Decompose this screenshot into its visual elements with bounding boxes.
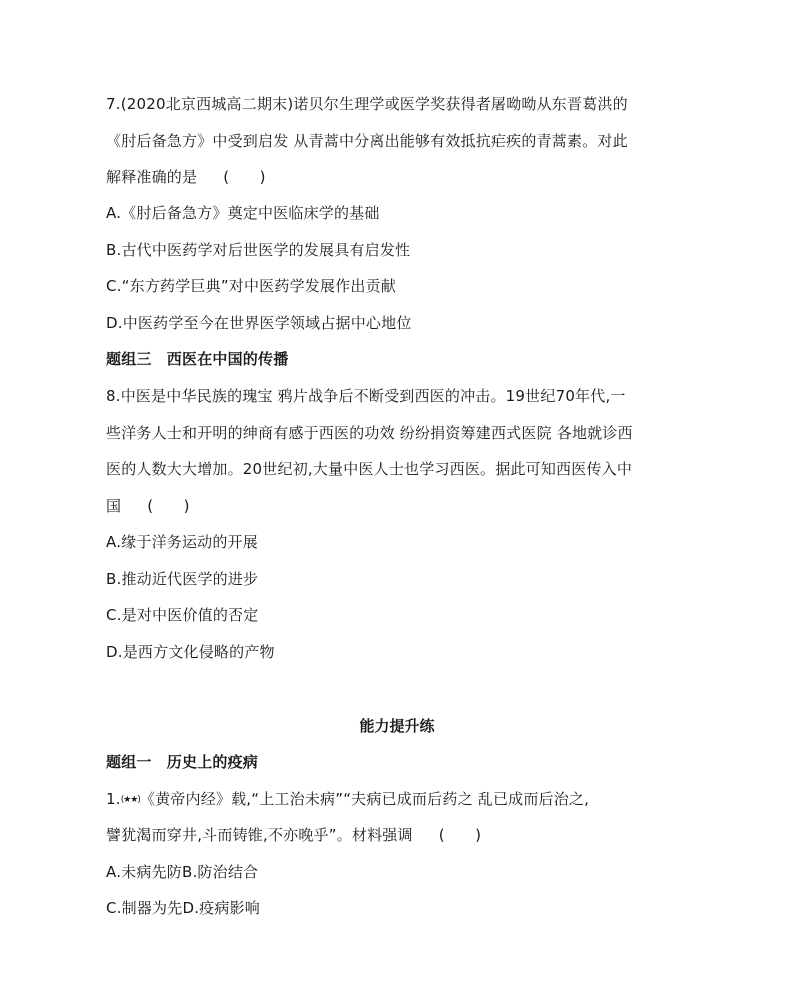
difficulty-stars: (★★) bbox=[120, 795, 140, 805]
q7-option-c: C.“东方药学巨典”对中医药学发展作出贡献 bbox=[106, 277, 396, 295]
q8-stem-text: 国 bbox=[106, 497, 122, 515]
q7-answer-blank: ( ) bbox=[223, 168, 266, 186]
group3-heading: 题组三 西医在中国的传播 bbox=[106, 350, 289, 368]
q1-options-row-1: A.未病先防B.防治结合 bbox=[106, 863, 259, 881]
q7-stem-line-2: 《肘后备急方》中受到启发 从青蒿中分离出能够有效抵抗疟疾的青蒿素。对此 bbox=[106, 132, 628, 150]
q8-stem-line-4 bbox=[106, 496, 190, 516]
q8-option-b: B.推动近代医学的进步 bbox=[106, 570, 259, 588]
q1-stem-line-2 bbox=[106, 825, 481, 845]
q1-stem-text-1: 《黄帝内经》载,“上工治未病”“夫病已成而后药之 乱已成而后治之, bbox=[139, 790, 590, 808]
q1-options-row-2: C.制器为先D.疫病影响 bbox=[106, 899, 260, 917]
q8-stem-line-1: 8.中医是中华民族的瑰宝 鸦片战争后不断受到西医的冲击。19世纪70年代,一 bbox=[106, 387, 626, 405]
q8-answer-blank: ( ) bbox=[147, 497, 190, 515]
q8-stem-line-3: 医的人数大大增加。20世纪初,大量中医人士也学习西医。据此可知西医传入中 bbox=[106, 460, 633, 478]
q1-stem-text-2: 譬犹渴而穿井,斗而铸锥,不亦晚乎”。材料强调 bbox=[106, 826, 413, 844]
q8-stem-line-2: 些洋务人士和开明的绅商有感于西医的功效 纷纷捐资筹建西式医院 各地就诊西 bbox=[106, 424, 633, 442]
q8-option-a: A.缘于洋务运动的开展 bbox=[106, 533, 258, 551]
q7-option-b: B.古代中医药学对后世医学的发展具有启发性 bbox=[106, 241, 411, 259]
q7-option-a: A.《肘后备急方》奠定中医临床学的基础 bbox=[106, 204, 380, 222]
section-heading: 能力提升练 bbox=[359, 717, 435, 735]
group1-heading: 题组一 历史上的疫病 bbox=[106, 753, 259, 771]
q7-stem-line-3 bbox=[106, 167, 266, 187]
q7-stem-text: 解释准确的是 bbox=[106, 168, 198, 186]
q1-number: 1. bbox=[106, 790, 121, 808]
q7-stem-line-1: 7.(2020北京西城高二期末)诺贝尔生理学或医学奖获得者屠呦呦从东晋葛洪的 bbox=[106, 95, 628, 113]
q1-answer-blank: ( ) bbox=[438, 826, 482, 844]
q1-stem-line-1 bbox=[106, 789, 589, 810]
q8-option-d: D.是西方文化侵略的产物 bbox=[106, 643, 275, 661]
q7-option-d: D.中医药学至今在世界医学领域占据中心地位 bbox=[106, 314, 412, 332]
q8-option-c: C.是对中医价值的否定 bbox=[106, 606, 259, 624]
